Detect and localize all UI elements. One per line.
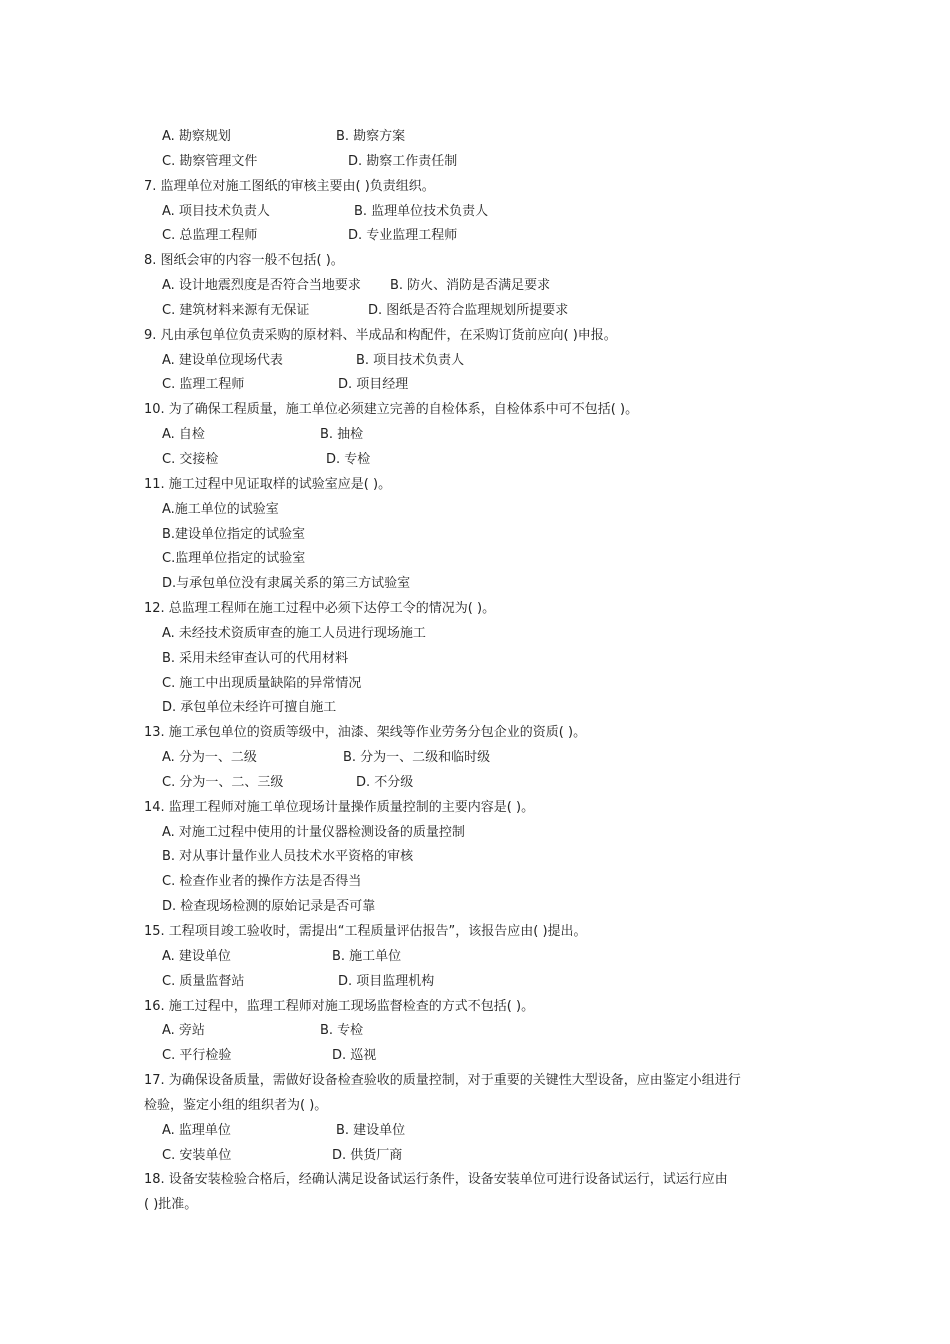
option-line — [0, 1044, 950, 1069]
option-text: A. 旁站 — [162, 1023, 205, 1039]
option-line — [0, 970, 950, 995]
option-line — [0, 224, 950, 249]
option-text: D. 不分级 — [356, 774, 414, 790]
option-text: D. 专检 — [326, 451, 371, 467]
question-line — [0, 1168, 950, 1193]
option-text: A. 分为一、二级 — [162, 750, 257, 766]
option-line — [0, 696, 950, 721]
option-text: D. 巡视 — [332, 1048, 377, 1064]
question-line — [0, 796, 950, 821]
option-line — [0, 572, 950, 597]
option-text: A. 自检 — [162, 427, 205, 443]
option-line — [0, 498, 950, 523]
option-text: A. 项目技术负责人 — [162, 203, 270, 219]
option-line — [0, 845, 950, 870]
option-line — [0, 821, 950, 846]
option-line — [0, 1019, 950, 1044]
question-line — [0, 473, 950, 498]
option-text: A. 勘察规划 — [162, 129, 231, 144]
question-text: 16. 施工过程中，监理工程师对施工现场监督检查的方式不包括( )。 — [144, 998, 535, 1014]
question-text: 7. 监理单位对施工图纸的审核主要由( )负责组织。 — [144, 178, 435, 194]
option-line — [0, 200, 950, 225]
option-text: B.建设单位指定的试验室 — [162, 526, 306, 542]
question-text: 9. 凡由承包单位负责采购的原材料、半成品和构配件，在采购订货前应向( )申报。 — [144, 327, 617, 343]
option-line — [0, 895, 950, 920]
question-text: 检验，鉴定小组的组织者为( )。 — [144, 1097, 328, 1113]
question-text: 18. 设备安装检验合格后，经确认满足设备试运行条件，设备安装单位可进行设备试运行，试运行应由 — [144, 1172, 728, 1188]
option-line — [0, 746, 950, 771]
option-text: D. 勘察工作责任制 — [348, 153, 458, 169]
question-text: 11. 施工过程中见证取样的试验室应是( )。 — [144, 476, 392, 492]
option-line — [0, 647, 950, 672]
option-text: C. 建筑材料来源有无保证 — [162, 302, 310, 318]
option-line — [0, 523, 950, 548]
option-text: B. 防火、消防是否满足要求 — [390, 278, 551, 294]
option-text: D. 项目监理机构 — [338, 973, 435, 989]
option-text: B. 施工单位 — [332, 948, 402, 964]
option-text: D. 图纸是否符合监理规划所提要求 — [368, 302, 569, 318]
option-text: B. 对从事计量作业人员技术水平资格的审核 — [162, 849, 414, 865]
option-line — [0, 373, 950, 398]
option-text: B. 专检 — [320, 1023, 364, 1039]
option-text: A. 建设单位现场代表 — [162, 352, 283, 368]
question-line — [0, 995, 950, 1020]
option-line — [0, 125, 950, 150]
option-text: C. 施工中出现质量缺陷的异常情况 — [162, 675, 362, 691]
option-text: C.监理单位指定的试验室 — [162, 551, 306, 567]
question-text: 10. 为了确保工程质量，施工单位必须建立完善的自检体系，自检体系中可不包括( )。 — [144, 402, 639, 418]
option-line — [0, 423, 950, 448]
option-text: C. 检查作业者的操作方法是否得当 — [162, 874, 362, 890]
question-line — [0, 1069, 950, 1094]
option-text: B. 监理单位技术负责人 — [354, 203, 489, 219]
question-text: 13. 施工承包单位的资质等级中，油漆、架线等作业劳务分包企业的资质( )。 — [144, 725, 587, 741]
option-line — [0, 771, 950, 796]
question-text: 12. 总监理工程师在施工过程中必须下达停工令的情况为( )。 — [144, 601, 496, 617]
option-text: C. 安装单位 — [162, 1147, 232, 1163]
document-page — [0, 125, 950, 1218]
option-line — [0, 349, 950, 374]
question-text: 14. 监理工程师对施工单位现场计量操作质量控制的主要内容是( )。 — [144, 799, 535, 815]
question-text: ( )批准。 — [144, 1197, 198, 1213]
option-text: D. 检查现场检测的原始记录是否可靠 — [162, 899, 376, 915]
option-text: A. 设计地震烈度是否符合当地要求 — [162, 278, 361, 294]
option-text: A. 对施工过程中使用的计量仪器检测设备的质量控制 — [162, 824, 465, 840]
option-text: A. 监理单位 — [162, 1122, 231, 1138]
question-line — [0, 324, 950, 349]
option-text: C. 交接检 — [162, 451, 219, 467]
option-line — [0, 672, 950, 697]
question-line — [0, 597, 950, 622]
option-text: B. 抽检 — [320, 427, 364, 443]
option-text: B. 分为一、二级和临时级 — [343, 750, 491, 766]
option-text: C. 勘察管理文件 — [162, 153, 258, 169]
option-line — [0, 150, 950, 175]
question-continuation — [0, 1094, 950, 1119]
option-line — [0, 274, 950, 299]
option-text: B. 项目技术负责人 — [356, 352, 465, 368]
option-line — [0, 870, 950, 895]
option-text: C. 平行检验 — [162, 1048, 232, 1064]
option-line — [0, 622, 950, 647]
question-line — [0, 721, 950, 746]
question-continuation — [0, 1193, 950, 1218]
option-text: B. 建设单位 — [336, 1122, 406, 1138]
option-line — [0, 299, 950, 324]
question-text: 15. 工程项目竣工验收时，需提出“工程质量评估报告”，该报告应由( )提出。 — [144, 924, 587, 939]
option-text: D. 专业监理工程师 — [348, 228, 458, 244]
option-text: C. 分为一、二、三级 — [162, 774, 284, 790]
option-text: C. 总监理工程师 — [162, 228, 258, 244]
question-line — [0, 249, 950, 274]
option-text: B. 采用未经审查认可的代用材料 — [162, 650, 349, 666]
option-line — [0, 945, 950, 970]
question-line — [0, 175, 950, 200]
option-line — [0, 547, 950, 572]
option-text: D.与承包单位没有隶属关系的第三方试验室 — [162, 576, 411, 592]
option-text: D. 承包单位未经许可擅自施工 — [162, 700, 337, 716]
question-text: 17. 为确保设备质量，需做好设备检查验收的质量控制，对于重要的关键性大型设备，应由鉴定小组进行 — [144, 1073, 741, 1089]
option-text: C. 监理工程师 — [162, 377, 245, 393]
option-line — [0, 1119, 950, 1144]
question-line — [0, 920, 950, 945]
option-text: B. 勘察方案 — [336, 129, 406, 144]
option-text: D. 供货厂商 — [332, 1147, 403, 1163]
question-line — [0, 398, 950, 423]
option-text: A.施工单位的试验室 — [162, 501, 279, 517]
option-line — [0, 1144, 950, 1169]
option-text: A. 未经技术资质审查的施工人员进行现场施工 — [162, 625, 426, 641]
question-text: 8. 图纸会审的内容一般不包括( )。 — [144, 253, 344, 269]
option-line — [0, 448, 950, 473]
option-text: D. 项目经理 — [338, 377, 409, 393]
option-text: C. 质量监督站 — [162, 973, 245, 989]
option-text: A. 建设单位 — [162, 948, 231, 964]
